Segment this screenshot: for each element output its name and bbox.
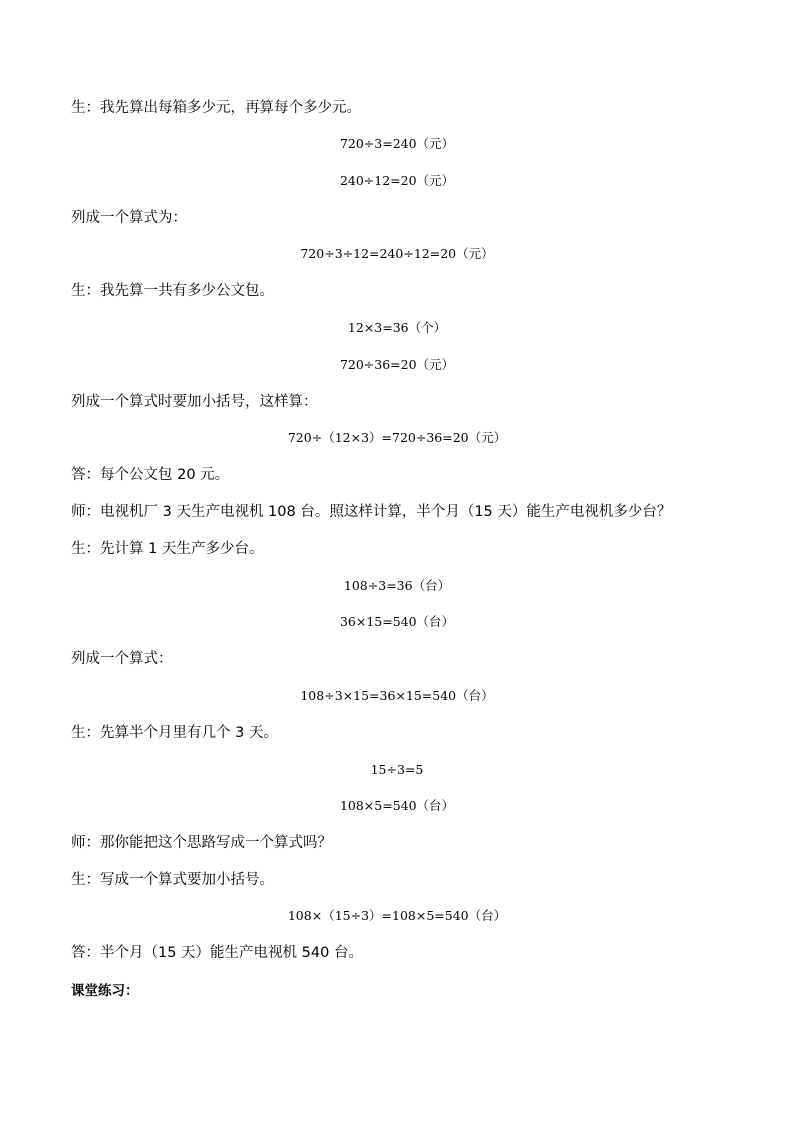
dialogue-line: 生：我先算一共有多少公文包。	[71, 283, 274, 299]
dialogue-line: 生：先算半个月里有几个 3 天。	[71, 725, 278, 741]
formula-line: 108÷3×15=36×15=540（台）	[300, 688, 494, 703]
question-line: 师：那你能把这个思路写成一个算式吗？	[71, 835, 332, 851]
instruction-line: 列成一个算式为：	[71, 210, 187, 226]
formula-line: 36×15=540（台）	[339, 614, 455, 629]
formula-line: 108×（15÷3）=108×5=540（台）	[287, 908, 507, 923]
dialogue-line: 生：写成一个算式要加小括号。	[71, 872, 274, 888]
answer-line: 答：每个公文包 20 元。	[71, 467, 230, 483]
formula-line: 12×3=36（个）	[347, 320, 447, 335]
section-heading: 课堂练习：	[71, 983, 139, 999]
instruction-line: 列成一个算式时要加小括号，这样算：	[71, 394, 318, 410]
dialogue-line: 生：我先算出每箱多少元，再算每个多少元。	[71, 100, 361, 116]
formula-line: 720÷36=20（元）	[339, 357, 455, 372]
formula-line: 720÷3÷12=240÷12=20（元）	[300, 246, 494, 261]
formula-line: 720÷3=240（元）	[339, 136, 455, 151]
formula-line: 108×5=540（台）	[339, 798, 455, 813]
formula-line: 240÷12=20（元）	[339, 173, 455, 188]
answer-line: 答：半个月（15 天）能生产电视机 540 台。	[71, 945, 363, 961]
question-line: 师：电视机厂 3 天生产电视机 108 台。照这样计算，半个月（15 天）能生产电视机多少台？	[71, 504, 672, 520]
dialogue-line: 生：先计算 1 天生产多少台。	[71, 541, 264, 557]
formula-line: 15÷3=5	[370, 762, 424, 777]
instruction-line: 列成一个算式：	[71, 651, 173, 667]
formula-line: 108÷3=36（台）	[343, 578, 451, 593]
formula-line: 720÷（12×3）=720÷36=20（元）	[287, 430, 507, 445]
